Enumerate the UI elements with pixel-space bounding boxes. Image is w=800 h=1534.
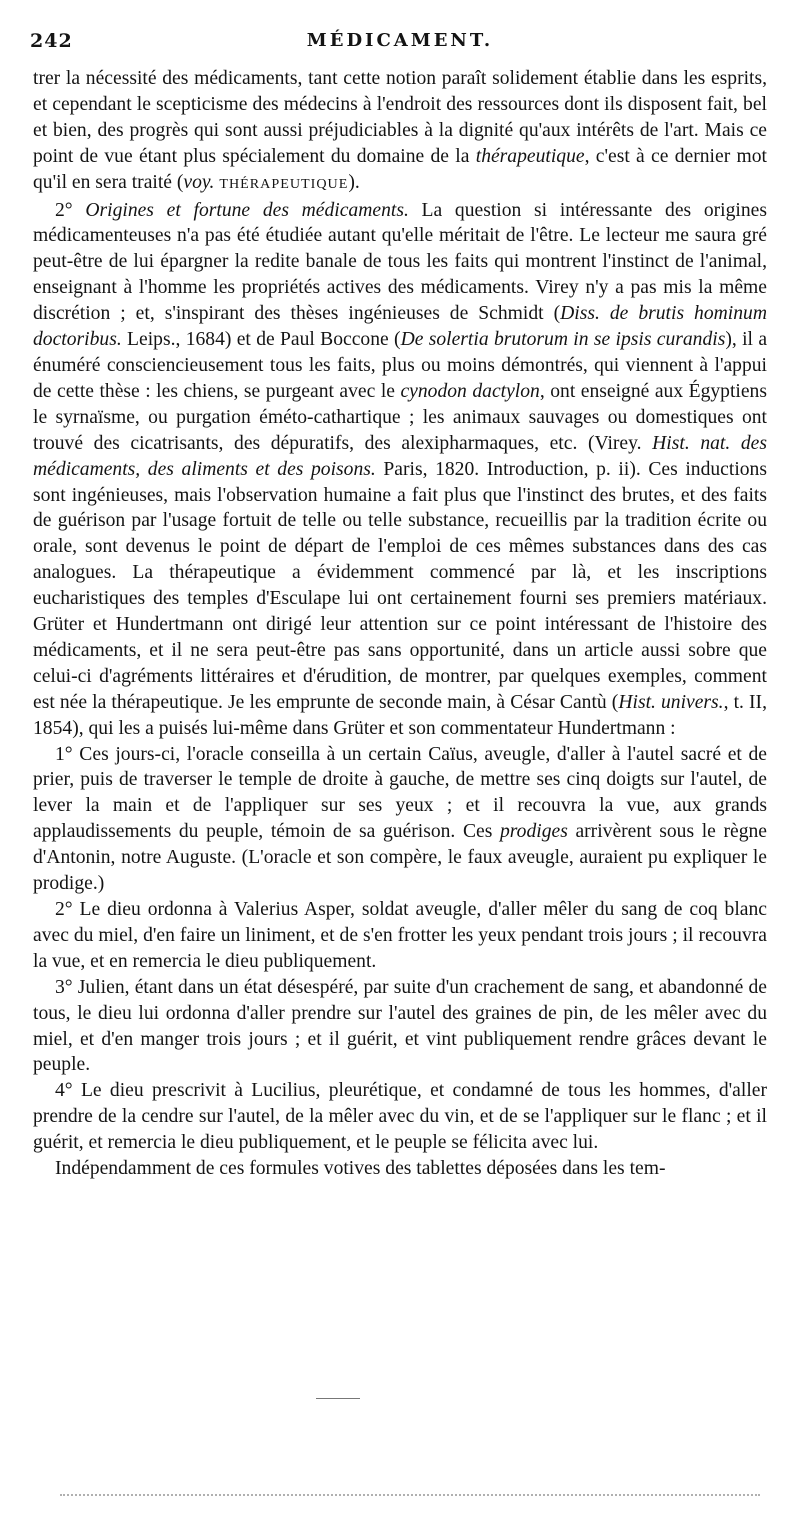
italic-run: De solertia brutorum in se ipsis curandis: [400, 329, 726, 351]
text-run: 4° Le dieu prescrivit à Lucilius, pleurétique, et condamné de tous les hommes, d'aller prendre de la cendre sur l'autel, de la mêler avec du vin, et de se l'appliquer sur le flanc ; et il guérit, et remercia le dieu publiquement, et le peuple se félicita avec lui.: [33, 1080, 767, 1154]
body-text: [33, 66, 767, 1182]
page-number: 242: [30, 30, 73, 52]
paragraph: [33, 198, 767, 742]
text-run: , t. II, 1854), qui les a puisés lui-même dans Grüter et son commentateur Hundertmann :: [33, 691, 767, 739]
page-header: [30, 26, 770, 60]
bottom-speckle: [60, 1494, 760, 1496]
paragraph: [33, 897, 767, 975]
text-run: Leips., 1684) et de Paul Boccone (: [121, 329, 401, 351]
text-run: trer la nécessité des médicaments, tant cette notion paraît solidement établie dans les esprits, et cependant le scepticisme des médecins à l'endroit des ressources dont ils disposent fait, bel et bien, des progrès qui sont aussi préjudiciables à la dignité qu'aux intérêts de l'art. Mais ce point de vue étant plus spécialement du domaine de la: [33, 68, 767, 167]
text-run: , ont enseigné aux Égyptiens le syrnaïsme, ou purgation éméto-cathartique ; les animaux sauvages ou domestiques ont trouvé des cicatrisants, des dépuratifs, des alexipharmaques, etc. (Virey.: [33, 380, 767, 454]
text-run: arrivèrent sous le règne d'Antonin, notre Auguste. (L'oracle et son compère, le faux aveugle, auraient pu expliquer le prodige.): [33, 821, 767, 895]
small-caps-run: THÉRAPEUTIQUE: [219, 175, 349, 192]
text-run: 2°: [55, 199, 86, 221]
text-run: 3° Julien, étant dans un état désespéré, par suite d'un crachement de sang, et abandonné de tous, le dieu lui ordonna d'aller prendre sur l'autel des graines de pin, de les mêler avec du miel, et d'en manger trois jours ; et il guérit, et vint publiquement rendre grâces devant le peuple.: [33, 976, 767, 1076]
paragraph: [33, 1156, 767, 1182]
italic-run: Diss. de brutis hominum doctoribus.: [33, 303, 767, 351]
italic-run: prodiges: [499, 821, 568, 843]
paragraph: [33, 66, 767, 198]
italic-run: thérapeutique: [475, 145, 585, 167]
italic-run: Hist. nat. des médicaments, des aliments et des poisons.: [33, 432, 767, 480]
text-run: 1° Ces jours-ci, l'oracle conseilla à un certain Caïus, aveugle, d'aller à l'autel sacré et de prier, puis de traverser le temple de droite à gauche, de mettre ses cinq doigts sur l'autel, de lever la main et de l'appliquer sur ses yeux ; et il recouvra la vue, aux grands applaudissements du peuple, témoin de sa guérison. Ces: [33, 743, 767, 843]
text-run: Indépendamment de ces formules votives des tablettes déposées dans les tem-: [55, 1158, 666, 1180]
italic-run: cynodon dactylon: [400, 380, 540, 402]
text-run: 2° Le dieu ordonna à Valerius Asper, soldat aveugle, d'aller mêler du sang de coq blanc avec du miel, d'en faire un liniment, et de s'en frotter les yeux pendant trois jours ; il recouvra la vue, et en remercia le dieu publiquement.: [33, 899, 767, 972]
text-run: ), il a énuméré consciencieusement tous les faits, plus ou moins démontrés, qui viennent à l'appui de cette thèse : les chiens, se purgeant avec le: [33, 329, 768, 402]
text-run: Paris, 1820. Introduction, p. ii). Ces inductions sont ingénieuses, mais l'observation humaine a fait plus que l'instinct des brutes, et des faits de guérison par l'usage fortuit de telle ou telle substance, recueillis par la tradition écrite ou orale, sont devenus le point de départ de l'emploi de ces mêmes substances dans des cas analogues. La thérapeutique a évidemment commencé par là, et les inscriptions eucharistiques des temples d'Esculape lui ont certainement fourni ses premiers matériaux. Grüter et Hundertmann ont dirigé leur attention sur ce point intéressant de l'histoire des médicaments, et il ne sera peut-être pas sans opportunité, dans un article aussi sobre que celui-ci d'agréments littéraires et d'érudition, de montrer, par quelques exemples, comment est née la thérapeutique. Je les emprunte de seconde main, à César Cantù (: [33, 458, 767, 713]
text-run: La question si intéressante des origines médicamenteuses n'a pas été étudiée autant qu'elle méritait de l'être. Le lecteur me saura gré peut-être de lui épargner la redite banale de tous les faits qui montrent l'instinct de l'animal, enseignant à l'homme les propriétés actives des médicaments. Virey n'y a pas mis la même discrétion ; et, s'inspirant des thèses ingénieuses de Schmidt (: [33, 199, 767, 325]
running-head: MÉDICAMENT.: [306, 30, 494, 51]
paragraph: [33, 975, 767, 1079]
end-rule: [316, 1398, 360, 1399]
text-run: ).: [348, 171, 360, 193]
paragraph: [33, 1078, 767, 1156]
italic-run: Hist. univers.: [618, 691, 724, 713]
text-run: , c'est à ce dernier mot qu'il en sera traité (: [33, 145, 768, 193]
paragraph: [33, 742, 767, 897]
italic-run: Origines et fortune des médicaments.: [85, 199, 409, 221]
italic-run: voy.: [183, 171, 215, 193]
